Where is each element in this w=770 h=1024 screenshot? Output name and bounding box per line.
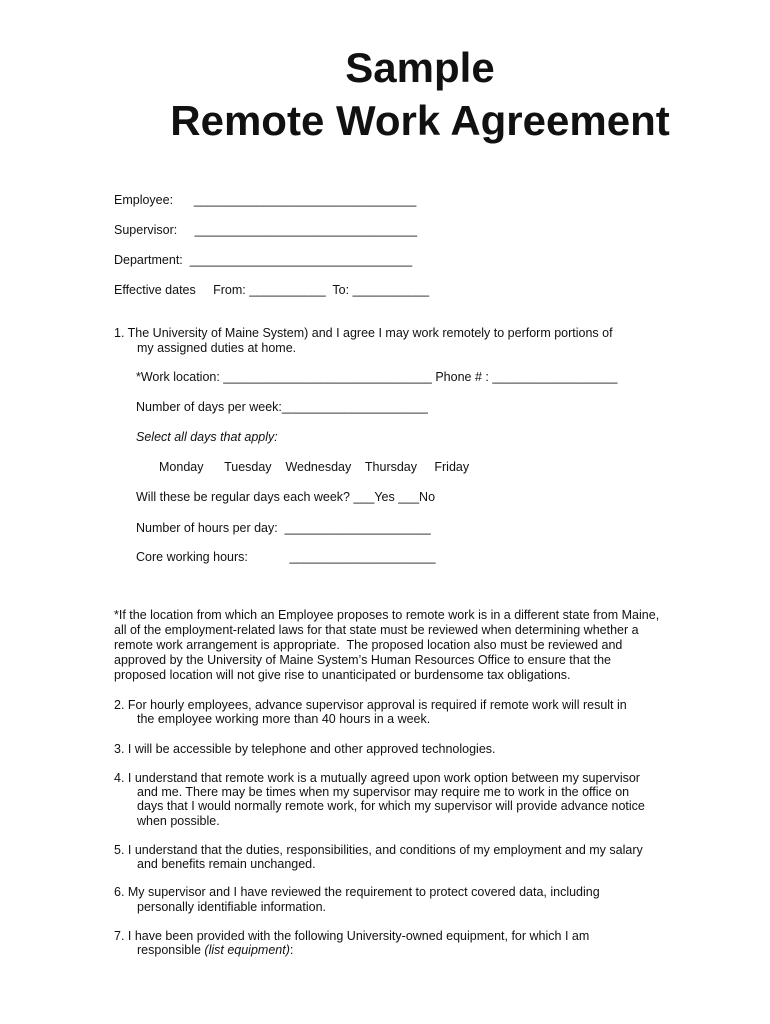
responsible-text: responsible bbox=[137, 943, 205, 957]
title-line-2: Remote Work Agreement bbox=[170, 97, 670, 144]
item-3-line-1: 3. I will be accessible by telephone and other approved technologies. bbox=[114, 742, 496, 756]
item-4-line-1: 4. I understand that remote work is a mutually agreed upon work option between my supervisor bbox=[114, 771, 640, 785]
regular-days-question[interactable]: Will these be regular days each week? ___Yes ___No bbox=[136, 490, 436, 504]
item-2-line-2: the employee working more than 40 hours in a week. bbox=[137, 712, 431, 726]
work-location-field[interactable]: *Work location: ______________________________ Phone # : __________________ bbox=[136, 370, 618, 384]
item-6-line-2: personally identifiable information. bbox=[137, 900, 326, 914]
note-line: proposed location will not give rise to unanticipated or burdensome tax obligations. bbox=[114, 668, 571, 682]
note-line: *If the location from which an Employee proposes to remote work is in a different state from Maine, bbox=[114, 608, 660, 622]
department-field[interactable]: Department: ________________________________ bbox=[114, 253, 413, 267]
supervisor-field[interactable]: Supervisor: ________________________________ bbox=[114, 223, 418, 237]
effective-dates-field[interactable]: Effective dates From: ___________ To: ___________ bbox=[114, 283, 430, 297]
item-1-line-2: my assigned duties at home. bbox=[137, 341, 297, 355]
employee-field[interactable]: Employee: ________________________________ bbox=[114, 193, 417, 207]
item-5-line-1: 5. I understand that the duties, responsibilities, and conditions of my employment and my salary bbox=[114, 843, 643, 857]
item-6-line-1: 6. My supervisor and I have reviewed the requirement to protect covered data, including bbox=[114, 885, 600, 899]
item-4-line-3: days that I would normally remote work, for which my supervisor will provide advance notice bbox=[137, 799, 645, 813]
weekday-options[interactable]: Monday Tuesday Wednesday Thursday Friday bbox=[159, 460, 470, 474]
item-5-line-2: and benefits remain unchanged. bbox=[137, 857, 316, 871]
list-equipment-text: (list equipment) bbox=[204, 943, 290, 957]
location-note bbox=[114, 608, 659, 683]
note-line: all of the employment-related laws for that state must be reviewed when determining whether a bbox=[114, 623, 639, 637]
item-1-line-1: 1. The University of Maine System) and I agree I may work remotely to perform portions of bbox=[114, 326, 613, 340]
item-4-line-2: and me. There may be times when my supervisor may require me to work in the office on bbox=[137, 785, 630, 799]
title-line-1: Sample bbox=[345, 44, 495, 91]
days-per-week-field[interactable]: Number of days per week:_____________________ bbox=[136, 400, 428, 414]
colon-text: : bbox=[289, 943, 294, 957]
item-7-line-2 bbox=[137, 943, 293, 958]
select-days-label: Select all days that apply: bbox=[136, 430, 278, 444]
note-line: remote work arrangement is appropriate. The proposed location also must be reviewed and bbox=[114, 638, 623, 652]
item-4-line-4: when possible. bbox=[137, 814, 220, 828]
hours-per-day-field[interactable]: Number of hours per day: _____________________ bbox=[136, 521, 431, 535]
note-line: approved by the University of Maine System’s Human Resources Office to ensure that the bbox=[114, 653, 612, 667]
core-hours-field[interactable]: Core working hours: _____________________ bbox=[136, 550, 436, 564]
item-7-line-1: 7. I have been provided with the following University-owned equipment, for which I am bbox=[114, 929, 590, 943]
item-2-line-1: 2. For hourly employees, advance supervisor approval is required if remote work will result in bbox=[114, 698, 627, 712]
